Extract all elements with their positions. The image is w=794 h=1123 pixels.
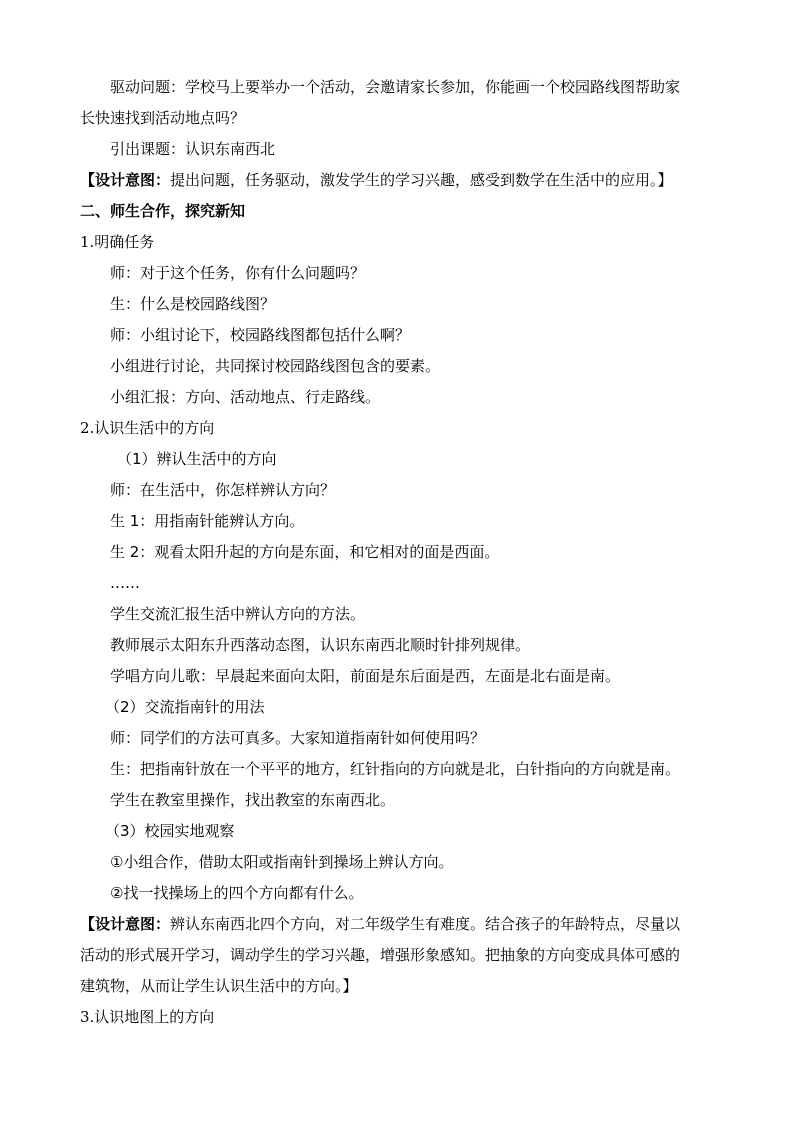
paragraph-line-6: 学生交流汇报生活中辨认方向的方法。 bbox=[110, 605, 366, 623]
dialogue-line-7: 师：同学们的方法可真多。大家知道指南针如何使用吗？ bbox=[110, 729, 486, 747]
list-item-1: ①小组合作，借助太阳或指南针到操场上辨认方向。 bbox=[110, 853, 454, 871]
design-intent-1 bbox=[80, 165, 720, 196]
paragraph-line-9: 学生在教室里操作，找出教室的东南西北。 bbox=[110, 791, 396, 809]
design-intent-text: 辨认东南西北四个方向，对二年级学生有难度。结合孩子的年龄特点，尽量以 bbox=[170, 915, 681, 933]
paragraph-line-2: 长快速找到活动地点吗？ bbox=[80, 109, 246, 127]
section-heading-2: 二、师生合作，探究新知 bbox=[80, 202, 246, 220]
subheading-1: 1.明确任务 bbox=[80, 233, 155, 251]
design-intent-label: 【设计意图： bbox=[80, 171, 171, 189]
document-page bbox=[80, 72, 720, 1033]
paragraph-line-11: 建筑物，从而让学生认识生活中的方向。】 bbox=[80, 977, 358, 995]
paragraph-line-8: 学唱方向儿歌：早晨起来面向太阳，前面是东后面是西，左面是北右面是南。 bbox=[110, 667, 621, 685]
ellipsis-line: …… bbox=[110, 574, 140, 592]
list-item-2: ②找一找操场上的四个方向都有什么。 bbox=[110, 884, 364, 902]
design-intent-label: 【设计意图： bbox=[80, 915, 171, 933]
paragraph-line-7: 教师展示太阳东升西落动态图，认识东南西北顺时针排列规律。 bbox=[110, 636, 531, 654]
dialogue-line-5: 生 1：用指南针能辨认方向。 bbox=[110, 512, 305, 530]
paragraph-line-1: 驱动问题：学校马上要举办一个活动，会邀请家长参加，你能画一个校园路线图帮助家 bbox=[110, 78, 681, 96]
paragraph-line-3: 引出课题：认识东南西北 bbox=[110, 140, 276, 158]
dialogue-line-3: 师：小组讨论下，校园路线图都包括什么啊？ bbox=[110, 326, 411, 344]
sub-subheading-1: （1）辨认生活中的方向 bbox=[117, 450, 277, 468]
paragraph-line-10: 活动的形式展开学习，调动学生的学习兴趣，增强形象感知。把抽象的方向变成具体可感的 bbox=[80, 946, 681, 964]
subheading-2: 2.认识生活中的方向 bbox=[80, 419, 215, 437]
paragraph-line-5: 小组汇报：方向、活动地点、行走路线。 bbox=[110, 388, 381, 406]
dialogue-line-6: 生 2：观看太阳升起的方向是东面，和它相对的面是西面。 bbox=[110, 543, 500, 561]
design-intent-2 bbox=[80, 909, 720, 940]
dialogue-line-1: 师：对于这个任务，你有什么问题吗？ bbox=[110, 264, 366, 282]
dialogue-line-8: 生：把指南针放在一个平平的地方，红针指向的方向就是北，白针指向的方向就是南。 bbox=[110, 760, 681, 778]
design-intent-text: 提出问题，任务驱动，激发学生的学习兴趣，感受到数学在生活中的应用。】 bbox=[170, 171, 673, 189]
paragraph-line-4: 小组进行讨论，共同探讨校园路线图包含的要素。 bbox=[110, 357, 441, 375]
dialogue-line-2: 生：什么是校园路线图？ bbox=[110, 295, 276, 313]
sub-subheading-3: （3）校园实地观察 bbox=[105, 822, 235, 840]
subheading-3: 3.认识地图上的方向 bbox=[80, 1008, 215, 1026]
sub-subheading-2: （2）交流指南针的用法 bbox=[105, 698, 265, 716]
dialogue-line-4: 师：在生活中，你怎样辨认方向？ bbox=[110, 481, 336, 499]
